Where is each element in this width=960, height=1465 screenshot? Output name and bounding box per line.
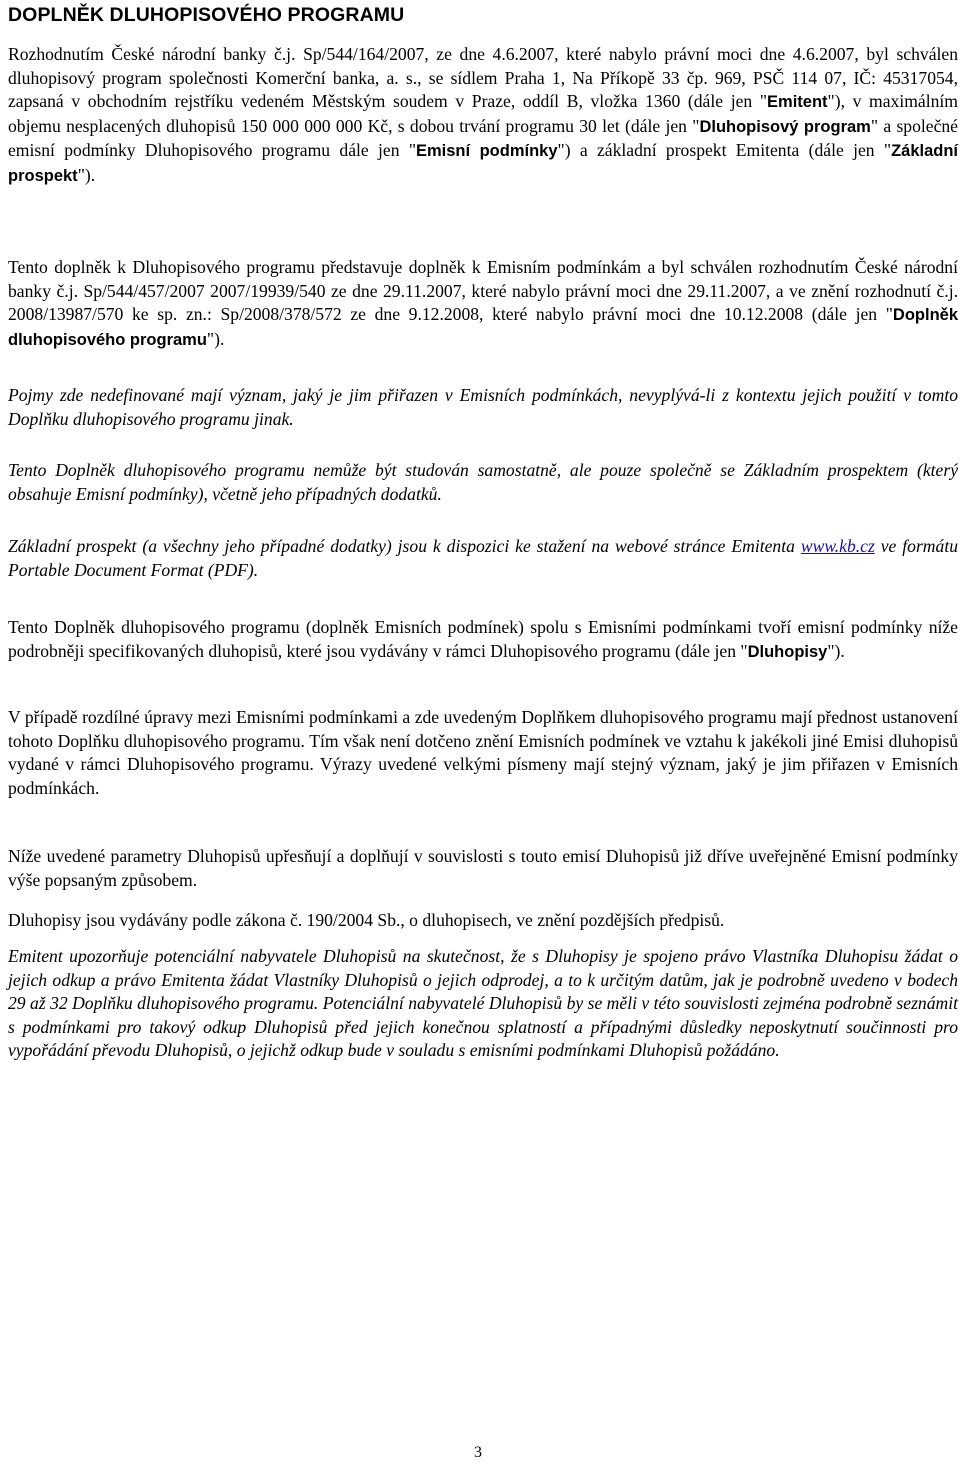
paragraph-program-approval bbox=[8, 43, 958, 188]
paragraph-warning: Emitent upozorňuje potenciální nabyvatele Dluhopisů na skutečnost, že s Dluhopisy je spojeno právo Vlastníka Dluhopisu žádat o jejich odkup a právo Emitenta žádat Vlastníky Dluhopisů o jejich odprodej, a to k určitým datům, jak je podrobně uvedeno v bodech 29 až 32 Doplňku dluhopisového programu. Potenciální nabyvatelé Dluhopisů by se měli v této souvislosti zejména podrobně seznámit s podmínkami pro takový odkup Dluhopisů před jejich konečnou splatností a případnými důsledky neposkytnutí součinnosti pro vypořádání převodu Dluhopisů, o jejichž odkup bude v souladu s emisními podmínkami Dluhopisů požádáno. bbox=[8, 946, 958, 1060]
paragraph-text: Rozhodnutím České národní banky č.j. Sp/544/164/2007, ze dne 4.6.2007, které nabylo právní moci dne 4.6.2007, byl schválen dluhopisový program společnosti Komerční banka, a. s., se sídlem Praha 1, Na Příkopě 33 čp. 969, PSČ 114 07, IČ: 45317054, zapsaná v obchodním rejstříku vedeném Městským soudem v Praze, oddíl B, vložka 1360 (dále jen " bbox=[8, 44, 958, 111]
paragraph-text: "). bbox=[77, 164, 96, 185]
paragraph-text: Tento doplněk k Dluhopisového programu představuje doplněk k Emisním podmínkám a byl schválen rozhodnutím České národní banky č.j. Sp/544/457/2007 2007/19939/540 ze dne 29.11.2007, které nabylo právní moci dne 29.11.2007, a ve znění rozhodnutí č.j. 2008/13987/570 ke sp. zn.: Sp/2008/378/572 ze dne 9.12.2008, které nabylo právní moci dne 10.12.2008 (dále jen " bbox=[8, 257, 958, 324]
paragraph-parameters: Níže uvedené parametry Dluhopisů upřesňují a doplňují v souvislosti s touto emisí Dluhopisů již dříve uveřejněné Emisní podmínky výše popsaným způsobem. bbox=[8, 846, 958, 890]
paragraph-supplement-approval bbox=[8, 256, 958, 352]
document-title: DOPLNĚK DLUHOPISOVÉHO PROGRAMU bbox=[8, 4, 405, 26]
paragraph-text: " a společné emisní podmínky Dluhopisového programu dále jen " bbox=[8, 115, 958, 160]
paragraph-text: "). bbox=[206, 328, 225, 349]
page-number: 3 bbox=[474, 1444, 482, 1461]
paragraph-text: Základní prospekt (a všechny jeho případné dodatky) jsou k dispozici ke stažení na webové stránce Emitenta bbox=[8, 536, 801, 556]
paragraph-text: "), v maximálním objemu nesplacených dluhopisů 150 000 000 000 Kč, s dobou trvání programu 30 let (dále jen " bbox=[8, 91, 958, 136]
defined-term-dluhopisovy-program: Dluhopisový program bbox=[699, 117, 871, 136]
defined-term-zakladni-prospekt: Základní prospekt bbox=[8, 142, 958, 185]
paragraph-read-together: Tento Doplněk dluhopisového programu nemůže být studován samostatně, ale pouze společně se Základním prospektem (který obsahuje Emisní podmínky), včetně jeho případných dodatků. bbox=[8, 460, 958, 504]
paragraph-legal-basis: Dluhopisy jsou vydávány podle zákona č. 190/2004 Sb., o dluhopisech, ve znění pozdějších předpisů. bbox=[8, 910, 725, 930]
defined-term-doplnek: Doplněk dluhopisového programu bbox=[8, 306, 958, 349]
defined-term-emisni-podminky: Emisní podmínky bbox=[416, 142, 558, 160]
paragraph-text: Tento Doplněk dluhopisového programu (doplněk Emisních podmínek) spolu s Emisními podmínkami tvoří emisní podmínky níže podrobněji specifikovaných dluhopisů, které jsou vydávány v rámci Dluhopisového programu (dále jen " bbox=[8, 617, 958, 661]
paragraph-text: "). bbox=[827, 640, 845, 661]
paragraph-text: ") a základní prospekt Emitenta (dále jen " bbox=[557, 140, 892, 160]
defined-term-emitent: Emitent bbox=[767, 93, 828, 111]
paragraph-text: ve formátu Portable Document Format (PDF). bbox=[8, 536, 958, 580]
paragraph-issue-terms bbox=[8, 616, 958, 664]
website-link[interactable]: www.kb.cz bbox=[800, 536, 875, 556]
paragraph-undefined-terms: Pojmy zde nedefinované mají význam, jaký je jim přiřazen v Emisních podmínkách, nevyplývá-li z kontextu jejich použití v tomto Doplňku dluhopisového programu jinak. bbox=[8, 385, 958, 429]
paragraph-availability bbox=[8, 535, 958, 582]
paragraph-precedence: V případě rozdílné úpravy mezi Emisními podmínkami a zde uvedeným Doplňkem dluhopisového programu mají přednost ustanovení tohoto Doplňku dluhopisového programu. Tím však není dotčeno znění Emisních podmínek ve vztahu k jakékoli jiné Emisi dluhopisů vydané v rámci Dluhopisového programu. Výrazy uvedené velkými písmeny mají stejný význam, jaký je jim přiřazen v Emisních podmínkách. bbox=[8, 707, 958, 798]
defined-term-dluhopisy: Dluhopisy bbox=[747, 642, 828, 661]
